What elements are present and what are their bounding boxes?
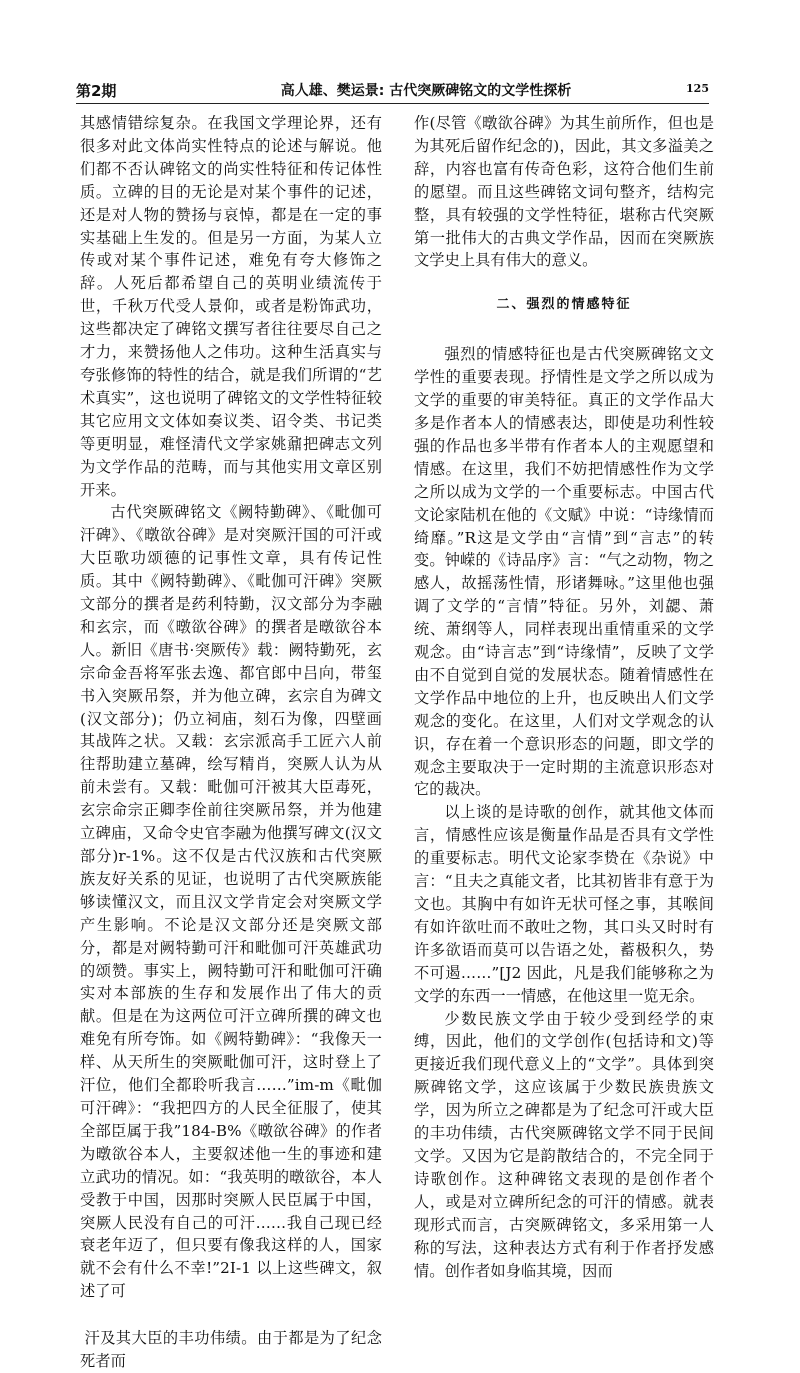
header-rule <box>76 103 709 104</box>
left-paragraph-3: 汗及其大臣的丰功伟绩。由于都是为了纪念死者而 <box>80 1329 382 1371</box>
right-paragraph-2: 强烈的情感特征也是古代突厥碑铭文文学性的重要表现。抒情性是文学之所以成为文学的重要的审美特征。真正的文学作品大多是作者本人的情感表达，即使是功利性较强的作品也多半带有作者本人的主观愿望和情感。在这里，我们不妨把情感性作为文学之所以成为文学的一个重要标志。中国古代文论家陆机在他的《文赋》中说：“诗缘情而绮靡。”R这是文学由“言情”到“言志”的转变。钟嵘的《诗品序》言：“气之动物，物之感人，故摇荡性情，形诸舞咏。”这里他也强调了文学的“言情”特征。另外，刘勰、萧统、萧纲等人，同样表现出重情重采的文学观念。由“诗言志”到“诗缘情”，反映了文学由不自觉到自觉的发展状态。随着情感性在文学作品中地位的上升，也反映出人们文学观念的变化。在这里，人们对文学观念的认识，存在着一个意识形态的问题，即文学的观念主要取决于一定时期的主流意识形态对它的裁决。 <box>414 345 714 799</box>
page-number: 125 <box>686 82 709 95</box>
left-column <box>80 112 382 1371</box>
right-paragraph-1: 作(尽管《暾欲谷碑》为其生前所作，但也是为其死后留作纪念的)，因此，其文多溢美之辞，内容也富有传奇色彩，这符合他们生前的愿望。而且这些碑铭文词句整齐，结构完整，具有较强的文学性特征，堪称古代突厥第一批伟大的古典文学作品，因而在突厥族文学史上具有伟大的意义。 <box>414 114 714 270</box>
left-paragraph-2: 古代突厥碑铭文《阙特勤碑》、《毗伽可汗碑》、《暾欲谷碑》是对突厥汗国的可汗或大臣歌功颂德的记事性文章，具有传记性质。其中《阙特勤碑》、《毗伽可汗碑》突厥文部分的撰者是药利特勤，汉文部分为李融和玄宗，而《暾欲谷碑》的撰者是暾欲谷本人。新旧《唐书·突厥传》载：阙特勤死，玄宗命金吾将军张去逸、都官郎中吕向，带玺书入突厥吊祭，并为他立碑，玄宗自为碑文(汉文部分)；仍立祠庙，刻石为像，四壁画其战阵之状。又载：玄宗派高手工匠六人前往帮助建立墓碑，绘写精肖，突厥人认为从前未尝有。又载：毗伽可汗被其大臣毒死，玄宗命宗正卿李佺前往突厥吊祭，并为他建立碑庙，又命令史官李融为他撰写碑文(汉文部分)r-1%。这不仅是古代汉族和古代突厥族友好关系的见证，也说明了古代突厥族能够读懂汉文，而且汉文学肯定会对突厥文学产生影响。不论是汉文部分还是突厥文部分，都是对阙特勤可汗和毗伽可汗英雄武功的颂赞。事实上，阙特勤可汗和毗伽可汗确实对本部族的生存和发展作出了伟大的贡献。但是在为这两位可汗立碑所撰的碑文也难免有所夸饰。如《阙特勤碑》：“我像天一样、从天所生的突厥毗伽可汗，这时登上了汗位，他们全都聆听我言……”im-m《毗伽可汗碑》：“我把四方的人民全征服了，使其全部臣属于我”184-B%《暾欲谷碑》的作者为暾欲谷本人，主要叙述他一生的事迹和建立武功的情况。如：“我英明的暾欲谷，本人受教于中国，因那时突厥人民臣属于中国，突厥人民没有自己的可汗……我自己现已经衰老年迈了，但只要有像我这样的人，国家就不会有什么不幸!”2I-1 以上这些碑文，叙述了可 <box>80 503 382 1301</box>
section-heading: 二、强烈的情感特征 <box>496 297 632 313</box>
right-paragraph-3: 以上谈的是诗歌的创作，就其他文体而言，情感性应该是衡量作品是否具有文学性的重要标志。明代文论家李贽在《杂说》中言：“且夫之真能文者，比其初皆非有意于为文也。其胸中有如许无状可怪之事，其喉间有如许欲吐而不敢吐之物，其口头又时时有许多欲语而莫可以告语之处，蓄极积久，势不可遏……”[J2 因此，凡是我们能够称之为文学的东西一一情感，在他这里一览无余。 <box>414 803 714 1005</box>
right-paragraph-4: 少数民族文学由于较少受到经学的束缚，因此，他们的文学创作(包括诗和文)等更接近我们现代意义上的“文学”。具体到突厥碑铭文学，这应该属于少数民族贵族文学，因为所立之碑都是为了纪念可汗或大臣的丰功伟绩，古代突厥碑铭文学不同于民间文学。又因为它是韵散结合的，不完全同于诗歌创作。这种碑铭文表现的是创作者个人，或是对立碑所纪念的可汗的情感。就表现形式而言，古突厥碑铭文，多采用第一人称的写法，这种表达方式有利于作者抒发感情。创作者如身临其境，因而 <box>414 1009 714 1280</box>
issue-number: 第2期 <box>76 82 117 100</box>
left-paragraph-1: 其感情错综复杂。在我国文学理论界，还有很多对此文体尚实性特点的论述与解说。他们都不否认碑铭文的尚实性特征和传记体性质。立碑的目的无论是对某个事件的记述，还是对人物的赞扬与哀悼，都是在一定的事实基础上生发的。但是另一方面，为某人立传或对某个事件记述，难免有夸大修饰之辞。人死后都希望自己的英明业绩流传于世，千秋万代受人景仰，或者是粉饰武功，这些都决定了碑铭文撰写者往往要尽自己之才力，来赞扬他人之伟功。这种生活真实与夸张修饰的特性的结合，就是我们所谓的“艺术真实”，这也说明了碑铭文的文学性特征较其它应用文文体如奏议类、诏令类、书记类等更明显，难怪清代文学家姚鼐把碑志文列为文学作品的范畴，而与其他实用文章区别开来。 <box>80 114 382 499</box>
running-title: 高人雄、樊运景: 古代突厥碑铭文的文学性探析 <box>280 83 572 99</box>
running-header <box>76 80 709 100</box>
right-column <box>414 112 714 1280</box>
